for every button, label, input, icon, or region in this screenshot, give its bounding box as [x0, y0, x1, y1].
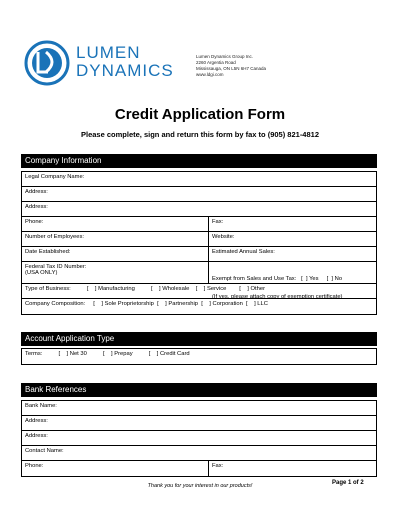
terms-checkboxes[interactable]: Terms: [ ] Net 30 [ ] Prepay [ ] Credit Card — [25, 351, 190, 357]
lumen-dynamics-logo-icon — [24, 40, 70, 86]
table-row — [22, 299, 376, 314]
tax-id-note: (USA ONLY) — [25, 270, 58, 276]
bank-contact-name-field[interactable]: Contact Name: — [25, 448, 64, 454]
bank-references-table — [21, 400, 377, 477]
table-row — [22, 349, 376, 364]
legal-company-name-field[interactable]: Legal Company Name: — [25, 174, 85, 180]
brand-line-2: DYNAMICS — [76, 61, 174, 80]
table-row — [22, 416, 376, 431]
company-address — [196, 54, 266, 78]
brand-line-1: LUMEN — [76, 43, 141, 62]
brand-name — [76, 44, 174, 80]
table-row — [22, 217, 376, 232]
address-line: Mississauga, ON L5N 6H7 Canada — [196, 66, 267, 71]
company-info-table — [21, 171, 377, 315]
address-line: www.ldgi.com — [196, 72, 224, 77]
table-row — [22, 446, 376, 461]
company-composition-checkboxes[interactable]: Company Composition: [ ] Sole Proprietorship [ ] Partnership [ ] Corporation [ ] LLC — [25, 301, 268, 307]
bank-address-field-1[interactable]: Address: — [25, 418, 48, 424]
federal-tax-id-field[interactable] — [22, 262, 209, 283]
company-address-field-2[interactable]: Address: — [25, 204, 48, 210]
company-address-field-1[interactable]: Address: — [25, 189, 48, 195]
table-row — [22, 202, 376, 217]
bank-fax-field[interactable]: Fax: — [212, 463, 224, 469]
tax-exempt-field[interactable] — [209, 262, 376, 300]
company-section-header: Company Information — [21, 154, 377, 168]
annual-sales-field[interactable]: Estimated Annual Sales: — [212, 249, 275, 255]
table-row — [22, 431, 376, 446]
account-section-header: Account Application Type — [21, 332, 377, 346]
tax-exempt-checkboxes[interactable]: Exempt from Sales and Use Tax: [ ] Yes [ ] No — [212, 276, 343, 282]
table-row — [22, 187, 376, 202]
bank-section-header: Bank References — [21, 383, 377, 397]
bank-phone-field[interactable]: Phone: — [22, 461, 209, 476]
address-line: 2260 Argentia Road — [196, 60, 236, 65]
bank-address-field-2[interactable]: Address: — [25, 433, 48, 439]
table-row — [22, 247, 376, 262]
page-subtitle: Please complete, sign and return this form by fax to (905) 821-4812 — [81, 130, 319, 139]
tax-exempt-note: (If yes, please attach copy of exemption certificate) — [212, 294, 343, 300]
business-type-checkboxes[interactable]: Type of Business: [ ] Manufacturing [ ] Wholesale [ ] Service [ ] Other — [25, 286, 266, 292]
tax-id-label: Federal Tax ID Number: — [25, 264, 87, 270]
bank-name-field[interactable]: Bank Name: — [25, 403, 57, 409]
account-type-table — [21, 348, 377, 365]
page-title: Credit Application Form — [114, 106, 286, 123]
table-row — [22, 401, 376, 416]
table-row — [22, 461, 376, 476]
table-row — [22, 284, 376, 299]
address-line: Lumen Dynamics Group Inc. — [196, 54, 254, 59]
employees-field[interactable]: Number of Employees: — [22, 232, 209, 246]
company-fax-field[interactable]: Fax: — [212, 219, 224, 225]
date-established-field[interactable]: Date Established: — [22, 247, 209, 261]
page-number: Page 1 of 2 — [332, 480, 364, 486]
company-phone-field[interactable]: Phone: — [22, 217, 209, 231]
footer-thanks: Thank you for your interest in our products! — [147, 483, 253, 489]
table-row — [22, 232, 376, 247]
table-row — [22, 172, 376, 187]
website-field[interactable]: Website: — [212, 234, 235, 240]
